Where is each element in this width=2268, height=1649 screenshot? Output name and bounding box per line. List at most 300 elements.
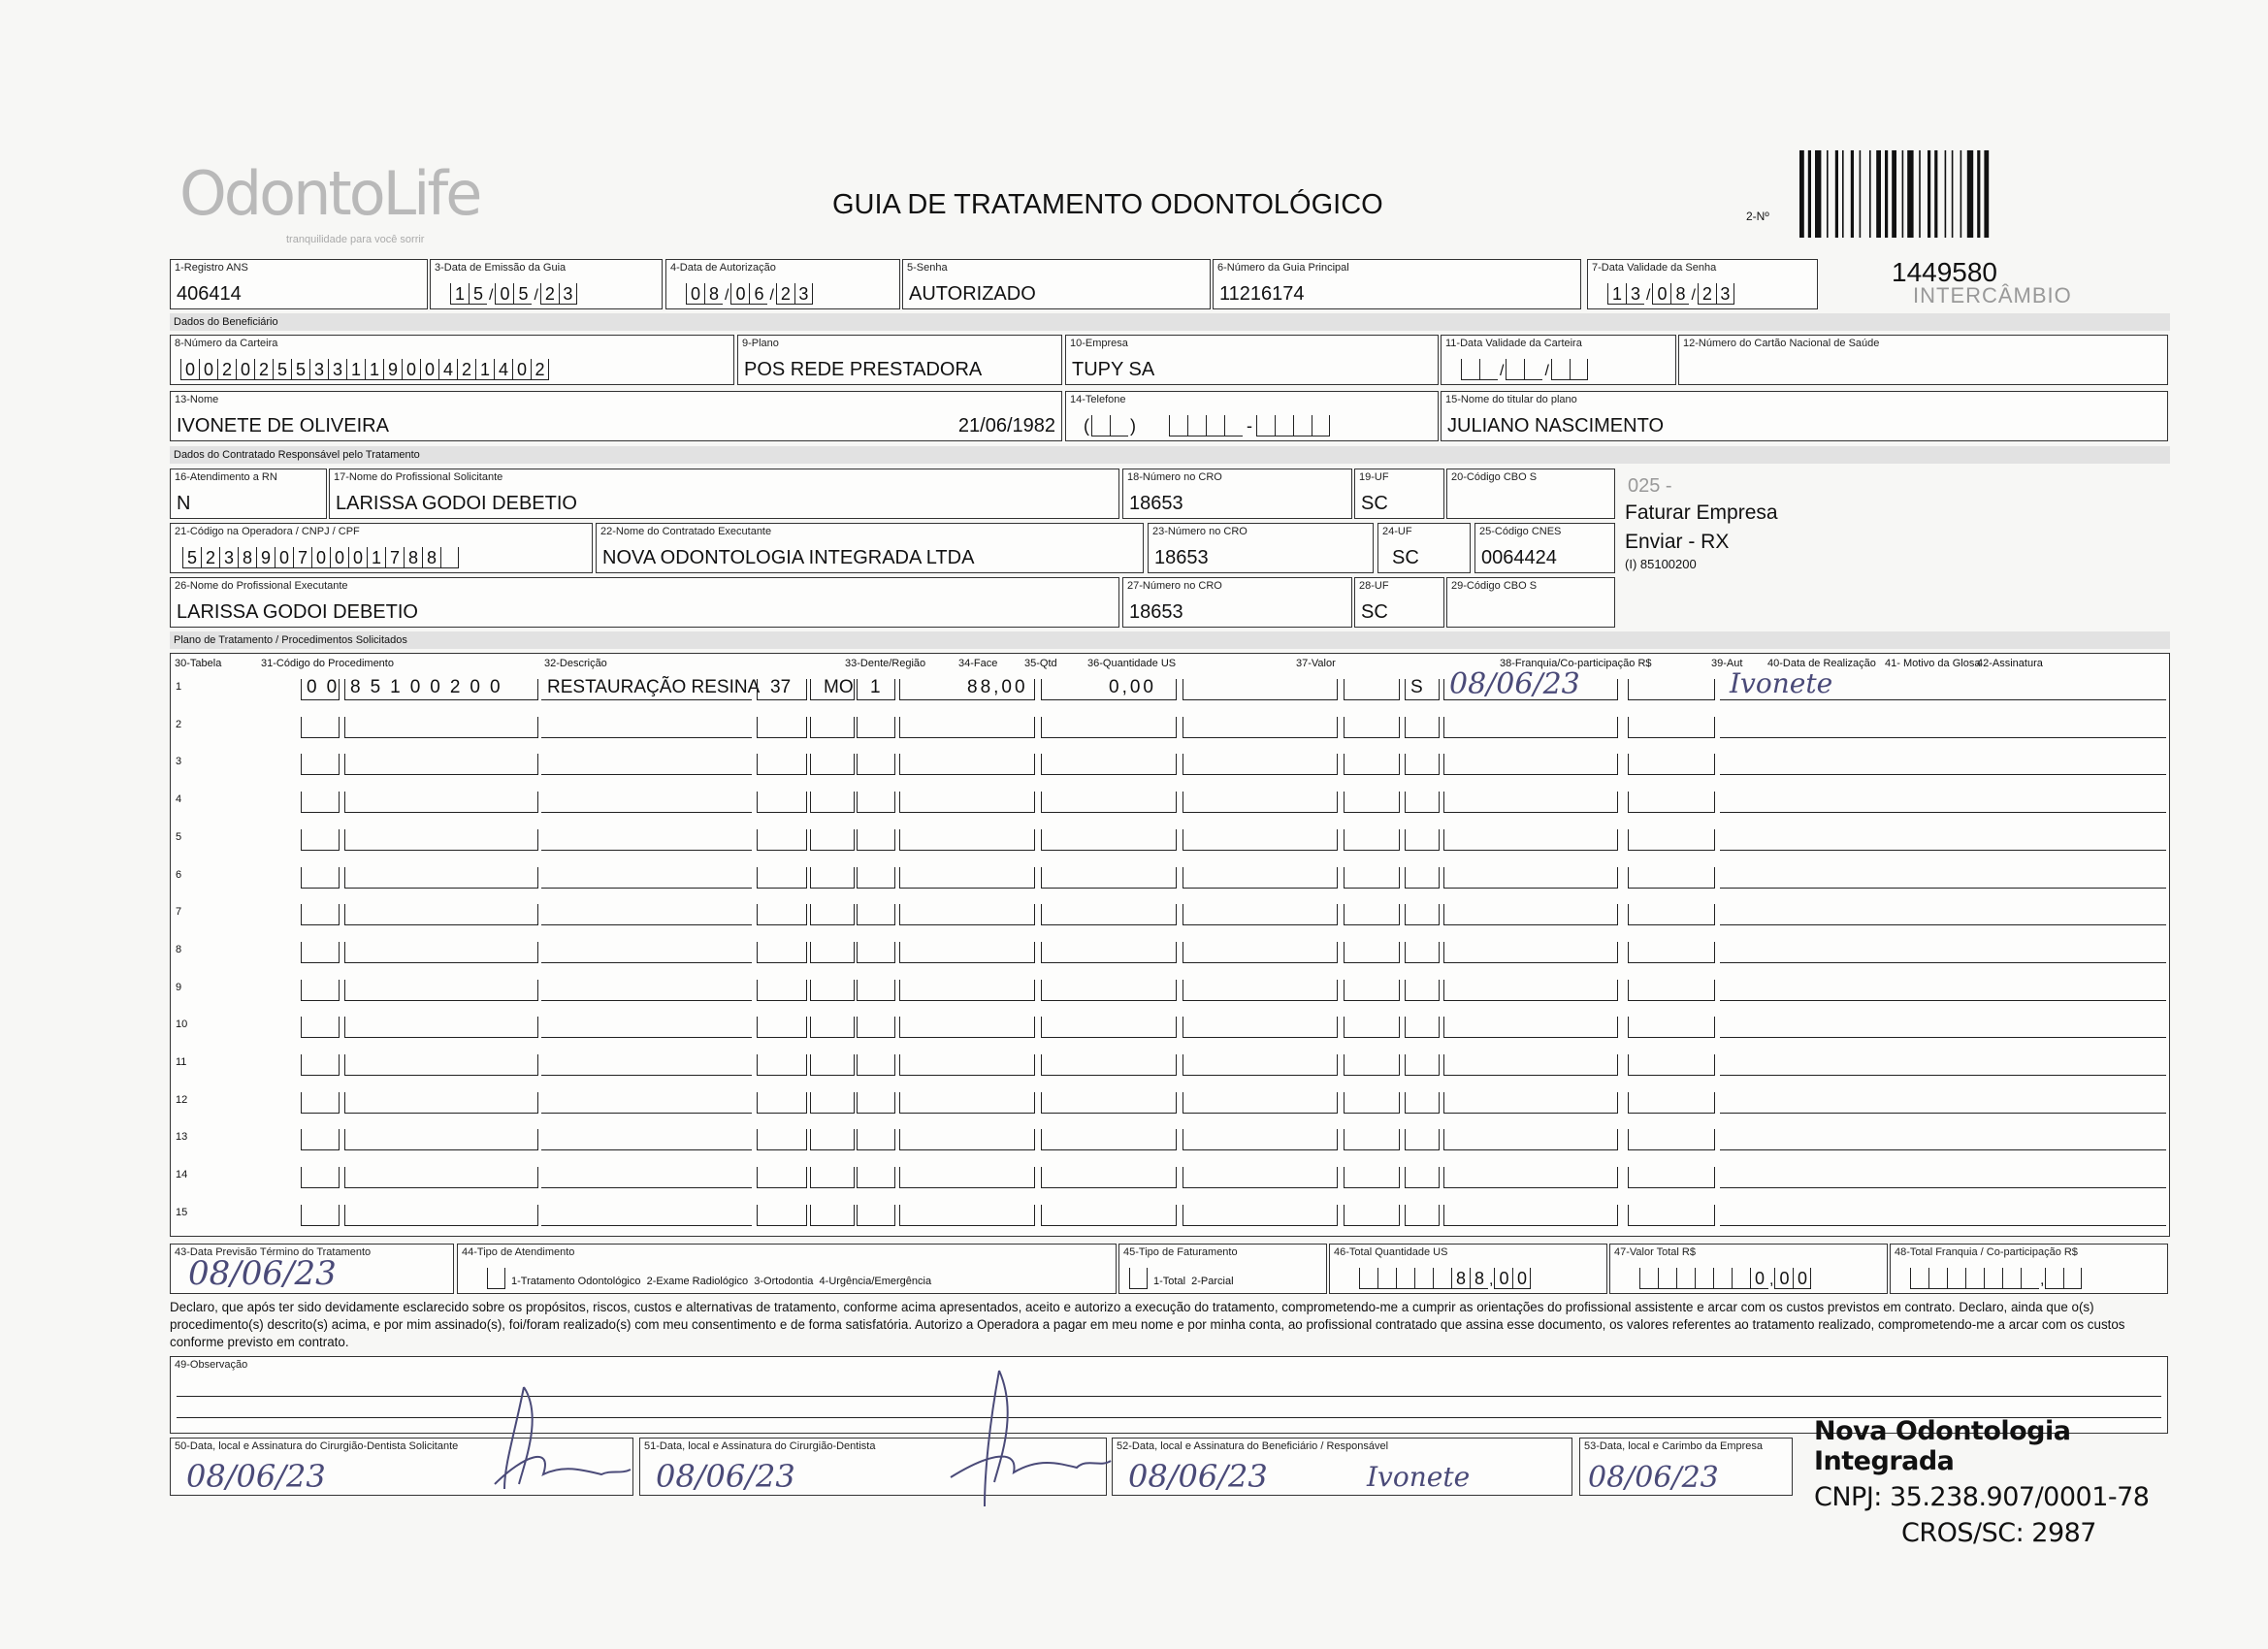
cell-qtd[interactable]	[857, 829, 895, 851]
cell-face[interactable]	[810, 1205, 855, 1226]
row-line-descricao	[541, 962, 752, 963]
cell-tabela[interactable]	[301, 867, 340, 889]
cell-qtd[interactable]	[857, 867, 895, 889]
cell-data[interactable]	[1443, 867, 1618, 889]
field-carteira[interactable]: 8-Número da Carteira 0 0 2 0 2 5 5 3 3 1 1 9 0 0 4 2 1 4 0 2	[170, 335, 734, 385]
cell-blank[interactable]	[1628, 717, 1715, 738]
cell-valor[interactable]	[1041, 1167, 1177, 1188]
cell-codigo[interactable]	[344, 792, 538, 813]
cell-blank[interactable]	[1183, 1017, 1338, 1038]
cell-data[interactable]	[1443, 1092, 1618, 1114]
cell-aut[interactable]	[1405, 1205, 1440, 1226]
cell-valor[interactable]	[1041, 1054, 1177, 1076]
telefone-cells: ( ) -	[1084, 415, 1330, 436]
row-line-descricao	[541, 1075, 752, 1076]
cell-dente[interactable]	[757, 754, 807, 775]
th-codigo: 31-Código do Procedimento	[261, 658, 394, 669]
cell-codigo[interactable]	[344, 867, 538, 889]
guide-number-label: 2-Nº	[1746, 210, 1769, 223]
declaration-text: Declaro, que após ter sido devidamente esclarecido sobre os propósitos, riscos, custos e alternativas de tratamento, conforme acima apresentados, aceito e autorizo a execução do tratamento, comprometendo-me a cumprir as orientações do profissional assistente e arcar com os custos previstos em contrato. Declaro, ainda que o(s) procedimento(s) descrito(s) acima, e por mim assinado(s), foi/foram realizado(s) com meu consentimento e de forma satisfatória. Autorizo a Operadora a pagar em meu nome e por minha conta, ao profissional contratado que assina esse documento, os valores referentes ao tratamento realizado, comprometendo-me a arcar com os custos conforme previsto em contrato.	[170, 1300, 2125, 1349]
field-uf-24[interactable]: 24-UF SC	[1377, 523, 1471, 573]
cell-valor[interactable]	[1041, 867, 1177, 889]
cell-dente[interactable]	[757, 904, 807, 925]
termino-value: 08/06/23	[188, 1254, 337, 1293]
cell-aut[interactable]	[1405, 980, 1440, 1001]
field-telefone[interactable]: 14-Telefone ( ) -	[1065, 391, 1439, 441]
cell-qtd_us[interactable]	[899, 1167, 1035, 1188]
field-data-emissao[interactable]: 3-Data de Emissão da Guia 1 5 / 0 5 / 2 3	[430, 259, 663, 309]
row-line-descricao	[541, 774, 752, 775]
table-row[interactable]	[170, 1155, 2170, 1192]
cell-codigo-value: 85100200	[350, 677, 510, 697]
cell-blank[interactable]	[1344, 1205, 1400, 1226]
birth-date-value: 21/06/1982	[957, 415, 1055, 436]
cell-blank[interactable]	[1628, 904, 1715, 925]
row-number: 12	[176, 1093, 188, 1106]
cell-codigo[interactable]	[344, 1167, 538, 1188]
cell-face[interactable]	[810, 792, 855, 813]
table-row[interactable]	[170, 1005, 2170, 1042]
field-cro-23[interactable]: 23-Número no CRO 18653	[1148, 523, 1374, 573]
row-number: 15	[176, 1206, 188, 1218]
cell-qtd[interactable]	[857, 904, 895, 925]
cell-qtd-value: 1	[870, 677, 881, 697]
signature-box-53[interactable]: 53-Data, local e Carimbo da Empresa 08/06/23	[1579, 1438, 1793, 1496]
cell-valor[interactable]	[1041, 1092, 1177, 1114]
validade-carteira-cells: / /	[1461, 359, 1588, 380]
cell-valor[interactable]	[1041, 904, 1177, 925]
field-nome[interactable]: 13-Nome IVONETE DE OLIVEIRA 21/06/1982	[170, 391, 1062, 441]
field-codigo-operadora[interactable]: 21-Código na Operadora / CNPJ / CPF 5 2 3 8 9 0 7 0 0 0 1 7 8 8	[170, 523, 593, 573]
cell-face[interactable]	[810, 904, 855, 925]
field-empresa[interactable]: 10-Empresa TUPY SA	[1065, 335, 1439, 385]
cell-dente[interactable]	[757, 942, 807, 963]
cell-blank[interactable]	[1344, 1054, 1400, 1076]
row-line-descricao	[541, 1113, 752, 1114]
signature-52-date: 08/06/23	[1128, 1458, 1268, 1495]
row-number: 3	[176, 756, 182, 768]
table-row[interactable]	[170, 705, 2170, 742]
cell-blank[interactable]	[1344, 867, 1400, 889]
cell-data[interactable]	[1443, 942, 1618, 963]
row-line-assinatura	[1720, 1075, 2166, 1076]
cell-face[interactable]	[810, 980, 855, 1001]
cell-blank[interactable]	[1628, 867, 1715, 889]
field-cbo-29[interactable]: 29-Código CBO S	[1446, 577, 1615, 628]
valor-total-cells: 0 , 0 0	[1639, 1268, 1811, 1289]
cell-data[interactable]	[1443, 717, 1618, 738]
cell-blank[interactable]	[1344, 679, 1400, 700]
cell-blank[interactable]	[1183, 679, 1338, 700]
signature-53-date: 08/06/23	[1588, 1461, 1719, 1495]
cell-dente[interactable]	[757, 1205, 807, 1226]
cell-tabela[interactable]	[301, 754, 340, 775]
cell-dente[interactable]	[757, 829, 807, 851]
field-total-us[interactable]: 46-Total Quantidade US 8 8 , 0 0	[1329, 1244, 1607, 1294]
field-cbo-20[interactable]: 20-Código CBO S	[1446, 469, 1615, 519]
row-line-descricao	[541, 737, 752, 738]
tipo-atendimento-cell[interactable]	[487, 1268, 505, 1289]
field-cns[interactable]: 12-Número do Cartão Nacional de Saúde	[1678, 335, 2168, 385]
field-prof-executante[interactable]: 26-Nome do Profissional Executante LARISSA GODOI DEBETIO	[170, 577, 1119, 628]
row-line-descricao	[541, 1187, 752, 1188]
cell-qtd_us[interactable]	[899, 792, 1035, 813]
cell-dente[interactable]	[757, 717, 807, 738]
row-number: 7	[176, 906, 182, 919]
field-uf-19[interactable]: 19-UF SC	[1354, 469, 1444, 519]
row-number: 11	[176, 1056, 187, 1068]
field-titular[interactable]: 15-Nome do titular do plano JULIANO NASCIMENTO	[1441, 391, 2168, 441]
cell-tabela[interactable]	[301, 1129, 340, 1150]
signature-box-52[interactable]: 52-Data, local e Assinatura do Beneficiário / Responsável 08/06/23 Ivonete	[1112, 1438, 1572, 1496]
cell-blank[interactable]	[1344, 792, 1400, 813]
row-line-descricao	[541, 699, 752, 700]
field-cro-27[interactable]: 27-Número no CRO 18653	[1122, 577, 1352, 628]
cell-qtd_us[interactable]	[899, 829, 1035, 851]
cell-blank[interactable]	[1628, 1054, 1715, 1076]
table-row[interactable]	[170, 1193, 2170, 1230]
cell-data[interactable]	[1443, 829, 1618, 851]
cell-blank[interactable]	[1183, 904, 1338, 925]
cell-aut-value: S	[1410, 677, 1423, 697]
cell-valor[interactable]	[1041, 1205, 1177, 1226]
cell-data[interactable]	[1443, 1129, 1618, 1150]
row-line-assinatura	[1720, 1037, 2166, 1038]
cell-aut[interactable]	[1405, 792, 1440, 813]
cell-qtd_us[interactable]	[899, 1129, 1035, 1150]
cell-qtd[interactable]	[857, 1205, 895, 1226]
cell-blank[interactable]	[1344, 1167, 1400, 1188]
cell-codigo[interactable]	[344, 942, 538, 963]
row-line-descricao	[541, 850, 752, 851]
cell-qtd_us[interactable]	[899, 1017, 1035, 1038]
cell-tabela[interactable]	[301, 829, 340, 851]
row-number: 4	[176, 793, 182, 806]
row-number: 9	[176, 981, 182, 993]
cell-face[interactable]	[810, 1054, 855, 1076]
field-atendimento-rn[interactable]: 16-Atendimento a RN N	[170, 469, 327, 519]
cell-qtd_us[interactable]	[899, 1054, 1035, 1076]
cell-qtd[interactable]	[857, 942, 895, 963]
cell-codigo[interactable]	[344, 754, 538, 775]
row-line-assinatura	[1720, 1113, 2166, 1114]
data-autorizacao-cells: 0 8 / 0 6 / 2 3	[686, 283, 813, 305]
cell-qtd_us[interactable]	[899, 867, 1035, 889]
cell-dente[interactable]	[757, 1017, 807, 1038]
row-line-assinatura	[1720, 850, 2166, 851]
cell-blank[interactable]	[1183, 1167, 1338, 1188]
row-line-descricao	[541, 1149, 752, 1150]
cell-face[interactable]	[810, 867, 855, 889]
row-line-descricao	[541, 812, 752, 813]
cell-blank[interactable]	[1628, 829, 1715, 851]
cell-blank[interactable]	[1344, 1092, 1400, 1114]
side-note-code-2: (I) 85100200	[1625, 557, 1697, 571]
cell-qtd_us[interactable]	[899, 1092, 1035, 1114]
th-aut: 39-Aut	[1711, 658, 1743, 669]
cell-qtd_us[interactable]	[899, 980, 1035, 1001]
cell-blank[interactable]	[1628, 754, 1715, 775]
cell-blank[interactable]	[1628, 1092, 1715, 1114]
cell-face[interactable]	[810, 717, 855, 738]
field-prof-solicitante[interactable]: 17-Nome do Profissional Solicitante LARISSA GODOI DEBETIO	[329, 469, 1119, 519]
cell-dente[interactable]	[757, 1167, 807, 1188]
cell-qtd[interactable]	[857, 1129, 895, 1150]
row-line-assinatura	[1720, 1187, 2166, 1188]
cell-dente[interactable]	[757, 792, 807, 813]
field-cro-18[interactable]: 18-Número no CRO 18653	[1122, 469, 1352, 519]
cell-qtd[interactable]	[857, 717, 895, 738]
row-line-descricao	[541, 1000, 752, 1001]
cell-data[interactable]	[1443, 980, 1618, 1001]
signature-box-50[interactable]: 50-Data, local e Assinatura do Cirurgião-Dentista Solicitante 08/06/23	[170, 1438, 633, 1496]
field-valor-total[interactable]: 47-Valor Total R$ 0 , 0 0	[1609, 1244, 1888, 1294]
cell-data[interactable]	[1443, 754, 1618, 775]
cell-face[interactable]	[810, 754, 855, 775]
table-row[interactable]	[170, 1117, 2170, 1154]
row-line-assinatura	[1720, 962, 2166, 963]
validade-senha-cells: 1 3 / 0 8 / 2 3	[1607, 283, 1734, 305]
dentist-signature-scribble	[485, 1377, 640, 1504]
field-termino[interactable]: 43-Data Previsão Término do Tratamento 08/06/23	[170, 1244, 454, 1294]
cell-qtd[interactable]	[857, 1092, 895, 1114]
field-uf-28[interactable]: 28-UF SC	[1354, 577, 1444, 628]
cell-qtd_us[interactable]	[899, 942, 1035, 963]
cell-dente[interactable]	[757, 1092, 807, 1114]
th-franquia: 38-Franquia/Co-participação R$	[1500, 658, 1652, 669]
cell-codigo[interactable]	[344, 1017, 538, 1038]
cell-valor[interactable]	[1041, 1129, 1177, 1150]
empresa-value: TUPY SA	[1072, 359, 1155, 380]
cell-tabela[interactable]	[301, 980, 340, 1001]
cell-codigo[interactable]	[344, 1129, 538, 1150]
field-senha[interactable]: 5-Senha AUTORIZADO	[902, 259, 1211, 309]
table-row[interactable]	[170, 1081, 2170, 1117]
cell-tabela[interactable]	[301, 1054, 340, 1076]
cell-data[interactable]	[1443, 792, 1618, 813]
cell-blank[interactable]	[1628, 1167, 1715, 1188]
table-row[interactable]	[170, 1043, 2170, 1080]
cell-face[interactable]	[810, 1167, 855, 1188]
row-line-assinatura	[1720, 888, 2166, 889]
cell-blank[interactable]	[1344, 829, 1400, 851]
field-contratado-executante[interactable]: 22-Nome do Contratado Executante NOVA ODONTOLOGIA INTEGRADA LTDA	[596, 523, 1144, 573]
cell-blank[interactable]	[1344, 980, 1400, 1001]
cell-blank[interactable]	[1344, 942, 1400, 963]
cell-aut[interactable]	[1405, 717, 1440, 738]
cell-blank[interactable]	[1344, 1129, 1400, 1150]
field-data-autorizacao[interactable]: 4-Data de Autorização 0 8 / 0 6 / 2 3	[665, 259, 900, 309]
codigo-operadora-cells: 5 2 3 8 9 0 7 0 0 0 1 7 8 8	[182, 547, 459, 568]
table-row[interactable]	[170, 892, 2170, 929]
cell-tabela[interactable]	[301, 904, 340, 925]
row-number: 8	[176, 943, 182, 955]
cell-codigo[interactable]	[344, 1092, 538, 1114]
cell-aut[interactable]	[1405, 942, 1440, 963]
senha-value: AUTORIZADO	[909, 283, 1036, 305]
cell-dente[interactable]	[757, 867, 807, 889]
cell-face[interactable]	[810, 1017, 855, 1038]
th-tabela: 30-Tabela	[175, 658, 222, 669]
table-row[interactable]	[170, 968, 2170, 1005]
cell-aut[interactable]	[1405, 829, 1440, 851]
cell-valor[interactable]	[1041, 980, 1177, 1001]
cell-tabela[interactable]	[301, 717, 340, 738]
cell-tabela-value: 00	[307, 677, 347, 697]
cell-tabela[interactable]	[301, 1205, 340, 1226]
cell-blank[interactable]	[1183, 980, 1338, 1001]
cell-aut[interactable]	[1405, 1167, 1440, 1188]
signature-box-51[interactable]: 51-Data, local e Assinatura do Cirurgião-Dentista 08/06/23	[639, 1438, 1107, 1496]
row-number: 2	[176, 718, 182, 730]
field-cnes[interactable]: 25-Código CNES 0064424	[1474, 523, 1615, 573]
field-registro-ans[interactable]: 1-Registro ANS 406414	[170, 259, 428, 309]
cell-data[interactable]	[1443, 904, 1618, 925]
cell-valor[interactable]	[1041, 1017, 1177, 1038]
cell-codigo[interactable]	[344, 1054, 538, 1076]
cell-blank[interactable]	[1344, 754, 1400, 775]
row-line-assinatura	[1720, 1149, 2166, 1150]
cell-blank[interactable]	[1628, 942, 1715, 963]
cell-blank[interactable]	[1628, 980, 1715, 1001]
row-line-assinatura	[1720, 699, 2166, 700]
barcode	[1799, 150, 2081, 238]
cell-blank[interactable]	[1183, 829, 1338, 851]
th-valor: 37-Valor	[1296, 658, 1336, 669]
cell-blank[interactable]	[1628, 679, 1715, 700]
cell-qtd[interactable]	[857, 792, 895, 813]
cell-face[interactable]	[810, 829, 855, 851]
cell-blank[interactable]	[1628, 1017, 1715, 1038]
cell-blank[interactable]	[1183, 1054, 1338, 1076]
stamp-company-name: Nova Odontologia Integrada	[1814, 1416, 2071, 1476]
cell-qtd[interactable]	[857, 1054, 895, 1076]
cell-face[interactable]	[810, 1129, 855, 1150]
cell-aut[interactable]	[1405, 867, 1440, 889]
cell-valor[interactable]	[1041, 717, 1177, 738]
cell-valor[interactable]	[1041, 942, 1177, 963]
logo-wordmark: OdontoLife	[179, 158, 480, 229]
cell-aut[interactable]	[1405, 1054, 1440, 1076]
cell-dente[interactable]	[757, 980, 807, 1001]
cell-blank[interactable]	[1183, 1205, 1338, 1226]
row-line-descricao	[541, 1225, 752, 1226]
cell-blank[interactable]	[1344, 1017, 1400, 1038]
cell-codigo[interactable]	[344, 717, 538, 738]
cell-face[interactable]	[810, 1092, 855, 1114]
field-tipo-faturamento[interactable]: 45-Tipo de Faturamento 1-Total 2-Parcial	[1118, 1244, 1327, 1294]
cell-blank[interactable]	[1183, 717, 1338, 738]
cell-blank[interactable]	[1183, 1092, 1338, 1114]
cell-blank[interactable]	[1183, 942, 1338, 963]
cell-aut[interactable]	[1405, 904, 1440, 925]
field-observacao[interactable]: 49-Observação	[170, 1356, 2168, 1434]
cell-blank[interactable]	[1183, 1129, 1338, 1150]
table-row[interactable]	[170, 930, 2170, 967]
table-row[interactable]	[170, 742, 2170, 779]
cell-blank[interactable]	[1628, 1129, 1715, 1150]
cell-codigo[interactable]	[344, 980, 538, 1001]
cell-dente-value: 37	[770, 677, 792, 697]
cell-data[interactable]	[1443, 1017, 1618, 1038]
side-note-faturar: Faturar Empresa	[1625, 501, 1778, 524]
cell-blank[interactable]	[1183, 754, 1338, 775]
guia-principal-value: 11216174	[1219, 283, 1305, 305]
cell-tabela[interactable]	[301, 1167, 340, 1188]
cell-qtd_us[interactable]	[899, 904, 1035, 925]
cell-qtd[interactable]	[857, 754, 895, 775]
cell-codigo[interactable]	[344, 1205, 538, 1226]
cell-data[interactable]	[1443, 1205, 1618, 1226]
cell-aut[interactable]	[1405, 754, 1440, 775]
table-row[interactable]	[170, 818, 2170, 855]
cell-codigo[interactable]	[344, 904, 538, 925]
cell-qtd[interactable]	[857, 1167, 895, 1188]
cell-qtd_us[interactable]	[899, 754, 1035, 775]
field-validade-senha[interactable]: 7-Data Validade da Senha 1 3 / 0 8 / 2 3	[1587, 259, 1818, 309]
cell-blank[interactable]	[1183, 792, 1338, 813]
cell-qtd_us[interactable]	[899, 717, 1035, 738]
cell-qtd[interactable]	[857, 980, 895, 1001]
cell-blank[interactable]	[1183, 867, 1338, 889]
cell-blank[interactable]	[1628, 792, 1715, 813]
signature-52-name: Ivonete	[1367, 1461, 1471, 1493]
cell-dente[interactable]	[757, 1129, 807, 1150]
cell-data[interactable]	[1443, 1167, 1618, 1188]
row-number: 6	[176, 868, 182, 881]
cell-codigo[interactable]	[344, 829, 538, 851]
cell-tabela[interactable]	[301, 792, 340, 813]
table-row[interactable]	[170, 780, 2170, 817]
cell-tabela[interactable]	[301, 1092, 340, 1114]
cell-aut[interactable]	[1405, 1017, 1440, 1038]
cell-aut[interactable]	[1405, 1129, 1440, 1150]
field-guia-principal[interactable]: 6-Número da Guia Principal 11216174	[1213, 259, 1581, 309]
cell-tabela[interactable]	[301, 942, 340, 963]
cell-blank[interactable]	[1628, 1205, 1715, 1226]
cell-blank[interactable]	[1344, 904, 1400, 925]
company-stamp	[1814, 1416, 2183, 1548]
registro-ans-value: 406414	[177, 283, 242, 305]
field-total-franquia[interactable]: 48-Total Franquia / Co-participação R$ ,	[1890, 1244, 2168, 1294]
th-descricao: 32-Descrição	[544, 658, 607, 669]
cell-valor[interactable]	[1041, 792, 1177, 813]
row-line-assinatura	[1720, 1225, 2166, 1226]
table-row[interactable]	[170, 856, 2170, 892]
section-contratado: Dados do Contratado Responsável pelo Tratamento	[170, 446, 2170, 464]
cell-face-value: MO	[824, 677, 854, 697]
cell-aut[interactable]	[1405, 1092, 1440, 1114]
field-tipo-atendimento[interactable]: 44-Tipo de Atendimento 1-Tratamento Odontológico 2-Exame Radiológico 3-Ortodontia 4-Urgência/Emergência	[457, 1244, 1117, 1294]
signature-50-date: 08/06/23	[186, 1458, 326, 1495]
th-qtd: 35-Qtd	[1024, 658, 1057, 669]
cell-tabela[interactable]	[301, 1017, 340, 1038]
cell-face[interactable]	[810, 942, 855, 963]
tipo-faturamento-cell[interactable]	[1129, 1268, 1148, 1289]
cell-blank[interactable]	[1344, 717, 1400, 738]
guide-number: 1449580	[1892, 257, 1998, 287]
table-row[interactable]	[170, 667, 2170, 704]
field-plano[interactable]: 9-Plano POS REDE PRESTADORA	[737, 335, 1062, 385]
cell-data[interactable]	[1443, 1054, 1618, 1076]
cell-qtd_us[interactable]	[899, 1205, 1035, 1226]
field-validade-carteira[interactable]: 11-Data Validade da Carteira / /	[1441, 335, 1676, 385]
cell-qtd[interactable]	[857, 1017, 895, 1038]
cell-valor[interactable]	[1041, 754, 1177, 775]
cell-valor[interactable]	[1041, 829, 1177, 851]
carteira-cells: 0 0 2 0 2 5 5 3 3 1 1 9 0 0 4 2 1 4 0 2	[180, 359, 549, 380]
cell-dente[interactable]	[757, 1054, 807, 1076]
